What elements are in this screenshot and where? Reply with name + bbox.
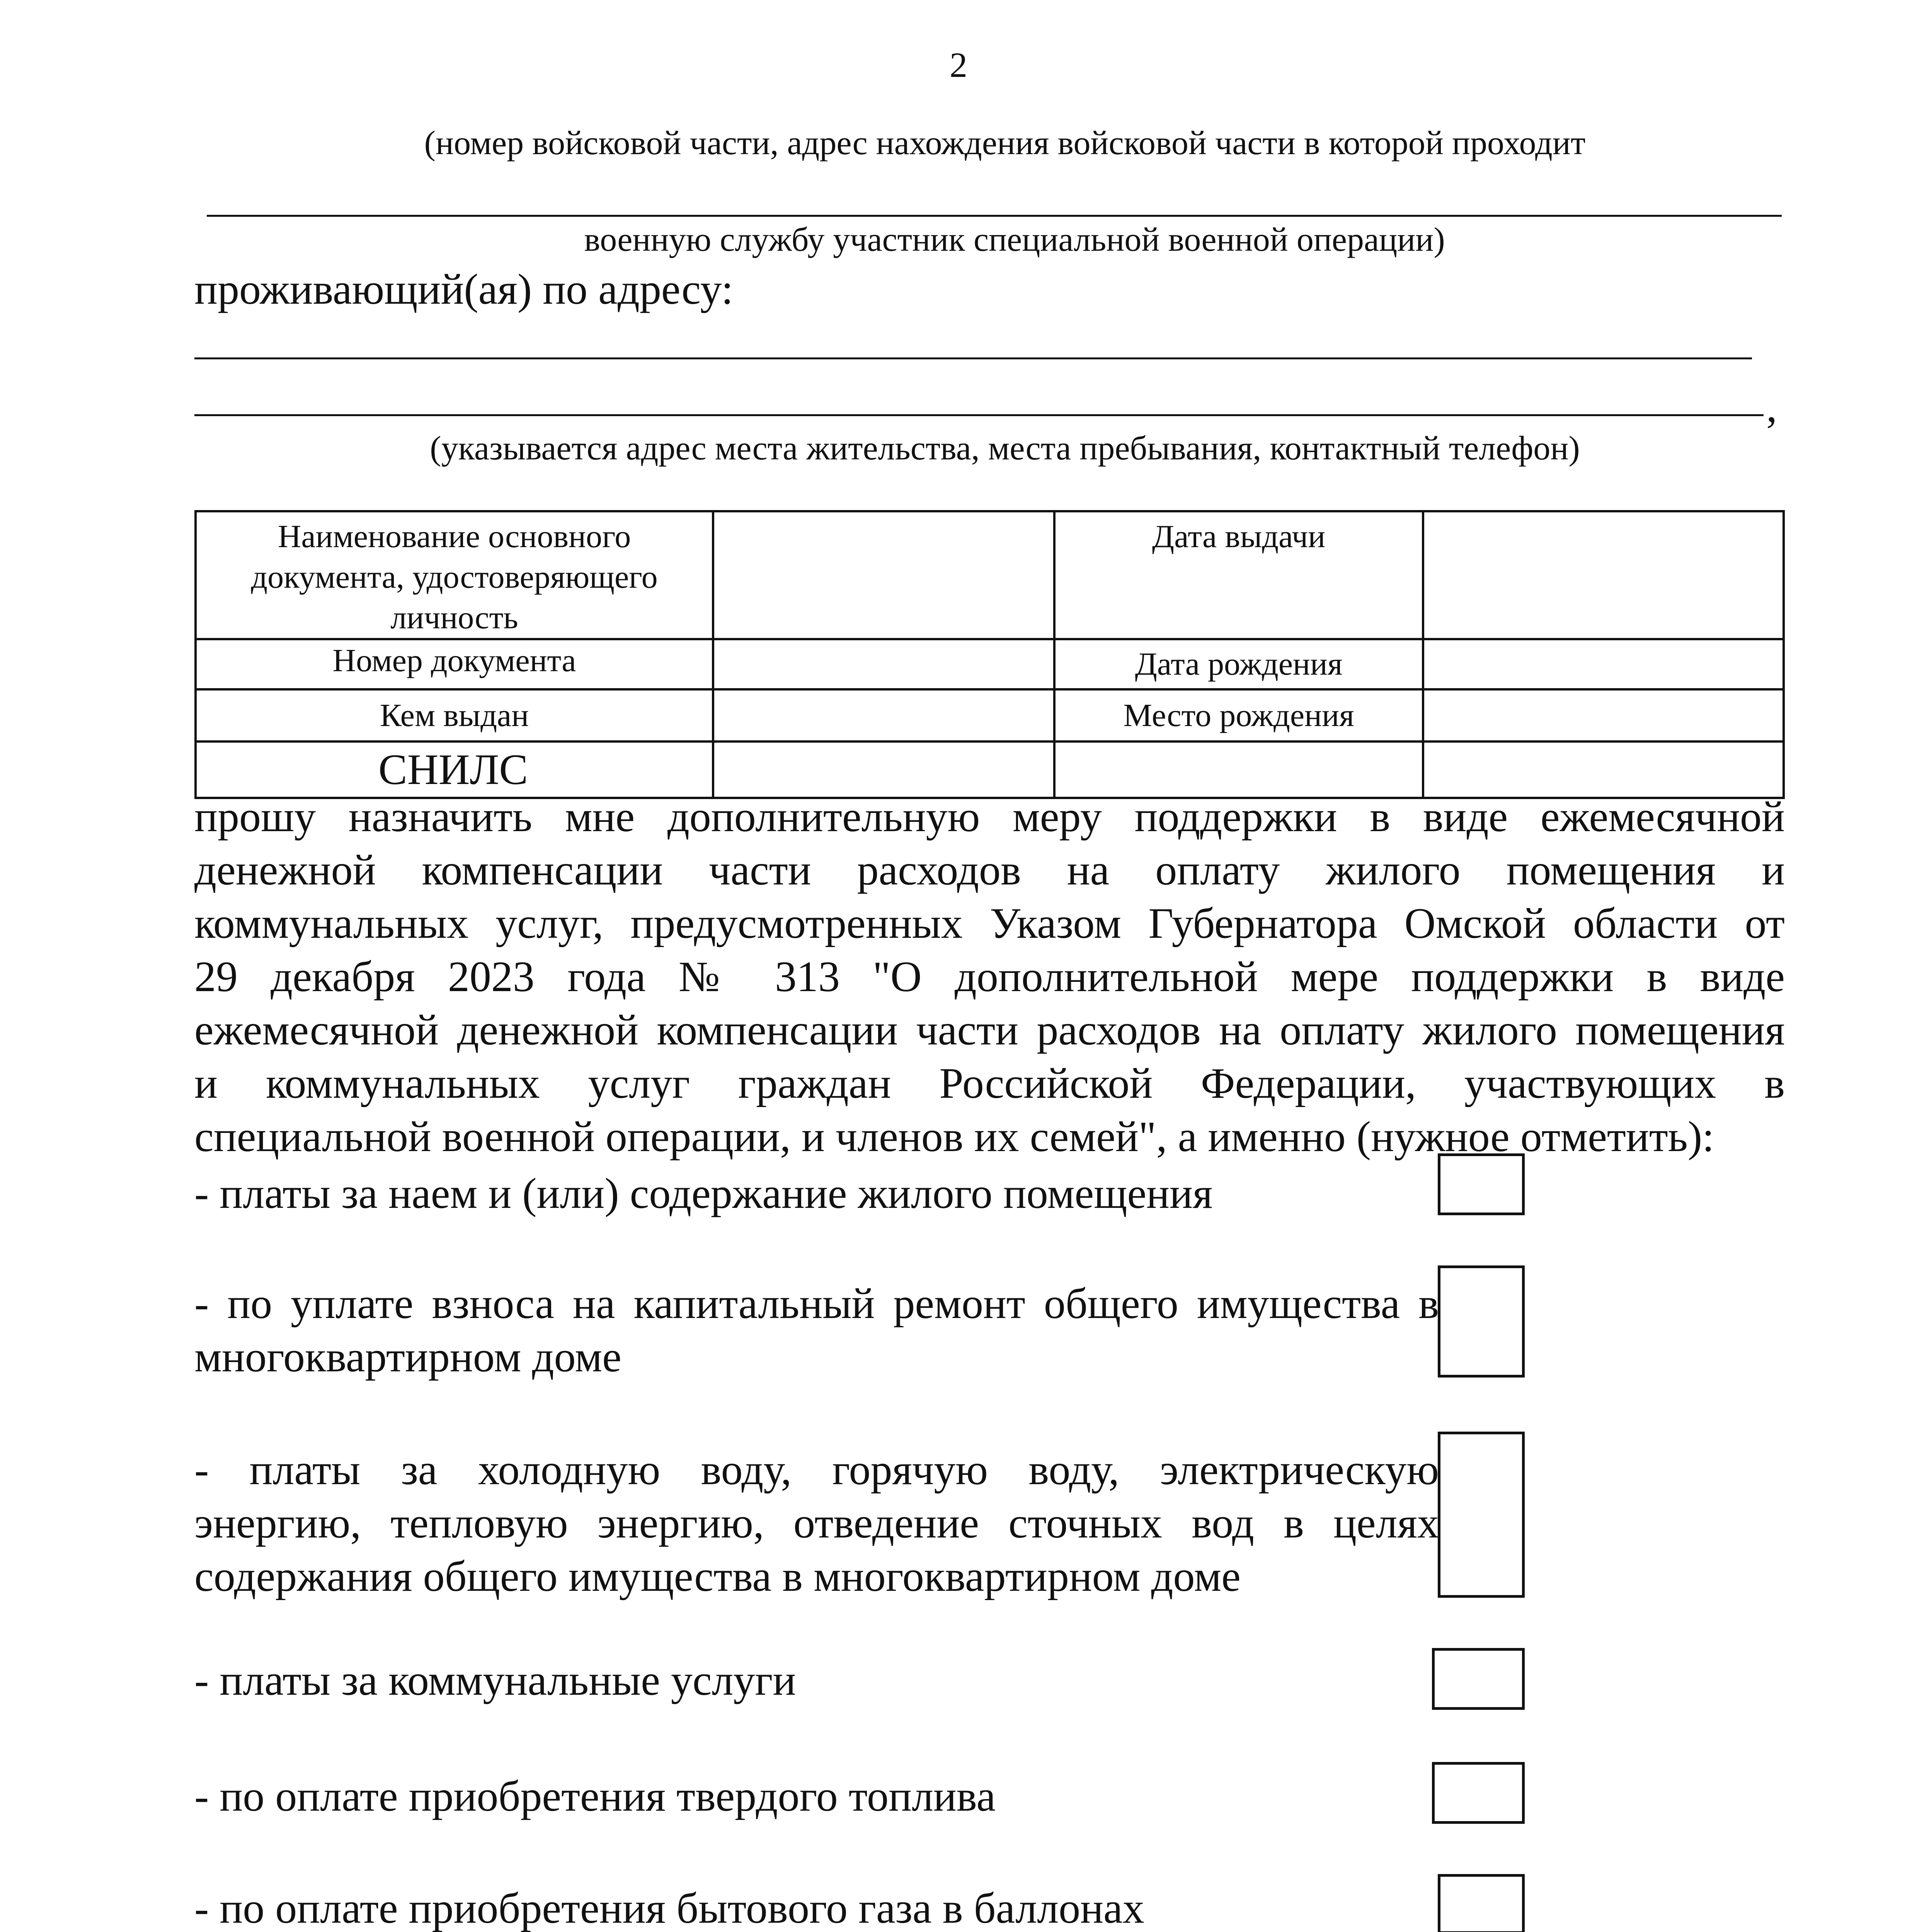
- address-line-2[interactable]: [194, 414, 1764, 416]
- option-label: - по оплате приобретения бытового газа в баллонах: [194, 1884, 1144, 1932]
- doc-name-value[interactable]: [713, 511, 1054, 639]
- option-solid-fuel: [194, 1770, 996, 1823]
- option-utilities-common-checkbox[interactable]: [1438, 1432, 1525, 1598]
- request-line: специальной военной операции, и членов их семей", а именно (нужное отметить):: [194, 1113, 1714, 1161]
- unit-hint-line-2: военную службу участник специальной военной операции): [584, 221, 1445, 259]
- address-comma: ,: [1766, 383, 1777, 431]
- unit-underline[interactable]: [207, 215, 1782, 217]
- request-line: и коммунальных услуг граждан Российской Федерации, участвующих в: [194, 1060, 1785, 1107]
- request-line: коммунальных услуг, предусмотренных Указом Губернатора Омской области от: [194, 900, 1785, 947]
- page-number: 2: [950, 45, 967, 85]
- snils-value-3[interactable]: [1423, 742, 1784, 798]
- doc-name-label: Наименование основного документа, удостоверяющего личность: [196, 511, 713, 639]
- issue-date-value[interactable]: [1423, 511, 1784, 639]
- option-label: - по оплате приобретения твердого топлива: [194, 1772, 996, 1820]
- request-line: прошу назначить мне дополнительную меру поддержки в виде ежемесячной: [194, 793, 1785, 841]
- snils-value-2[interactable]: [1054, 742, 1423, 798]
- option-label: содержания общего имущества в многоквартирном доме: [194, 1553, 1241, 1600]
- snils-label: СНИЛС: [196, 742, 713, 798]
- option-label: - платы за наем и (или) содержание жилого помещения: [194, 1170, 1213, 1218]
- unit-hint-line-1: (номер войсковой части, адрес нахождения войсковой части в которой проходит: [424, 124, 1586, 162]
- request-line: 29 декабря 2023 года № 313 "О дополнительной мере поддержки в виде: [194, 953, 1785, 1001]
- request-line: денежной компенсации части расходов на оплату жилого помещения и: [194, 846, 1785, 894]
- residing-label: проживающий(ая) по адресу:: [194, 265, 734, 313]
- request-paragraph: [194, 790, 1785, 1163]
- option-rent-maintenance-checkbox[interactable]: [1438, 1153, 1525, 1215]
- option-label: - платы за коммунальные услуги: [194, 1656, 796, 1704]
- issued-by-value[interactable]: [713, 689, 1054, 742]
- option-communal-services-checkbox[interactable]: [1432, 1648, 1525, 1710]
- issue-date-label: Дата выдачи: [1054, 511, 1423, 639]
- birth-place-value[interactable]: [1423, 689, 1784, 742]
- doc-number-value[interactable]: [713, 639, 1054, 689]
- option-communal-services: [194, 1654, 796, 1707]
- id-document-table: [194, 510, 1785, 799]
- birth-place-label: Место рождения: [1054, 689, 1423, 742]
- issued-by-label: Кем выдан: [196, 689, 713, 742]
- address-line-1[interactable]: [194, 357, 1752, 359]
- birth-date-label: Дата рождения: [1054, 639, 1423, 689]
- option-bottled-gas-checkbox[interactable]: [1438, 1874, 1525, 1932]
- request-line: ежемесячной денежной компенсации части расходов на оплату жилого помещения: [194, 1006, 1785, 1054]
- birth-date-value[interactable]: [1423, 639, 1784, 689]
- option-rent-maintenance: [194, 1167, 1213, 1220]
- doc-number-label: Номер документа: [196, 639, 713, 689]
- option-bottled-gas: [194, 1882, 1144, 1932]
- snils-value-1[interactable]: [713, 742, 1054, 798]
- option-capital-repair-checkbox[interactable]: [1438, 1265, 1525, 1378]
- address-hint: (указывается адрес места жительства, места пребывания, контактный телефон): [430, 430, 1580, 467]
- option-utilities-common: [194, 1443, 1439, 1603]
- option-label: многоквартирном доме: [194, 1333, 622, 1381]
- option-label: - платы за холодную воду, горячую воду, электрическую: [194, 1446, 1439, 1494]
- option-capital-repair: [194, 1277, 1439, 1384]
- option-label: энергию, тепловую энергию, отведение сточных вод в целях: [194, 1499, 1439, 1547]
- option-solid-fuel-checkbox[interactable]: [1432, 1762, 1525, 1824]
- option-label: - по уплате взноса на капитальный ремонт общего имущества в: [194, 1280, 1439, 1328]
